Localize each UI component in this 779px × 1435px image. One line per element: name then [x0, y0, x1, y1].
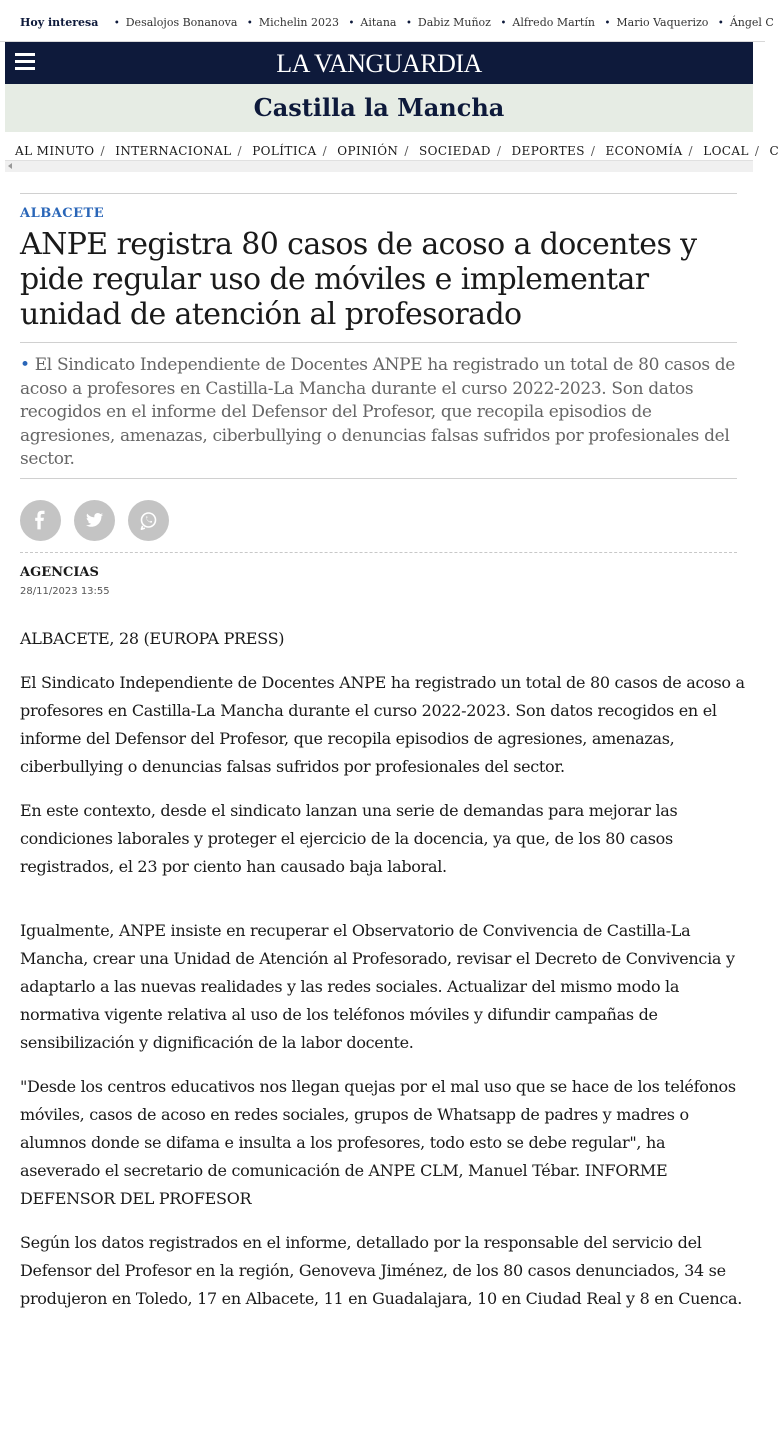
trending-link[interactable]: Ángel C	[729, 16, 774, 29]
whatsapp-icon	[128, 500, 169, 541]
nav-item-deportes[interactable]: DEPORTES	[511, 144, 585, 158]
facebook-share-button[interactable]	[20, 500, 61, 541]
share-buttons	[20, 500, 177, 541]
article-lead	[20, 354, 737, 472]
twitter-share-button[interactable]	[74, 500, 115, 541]
divider	[20, 478, 737, 479]
nav-item-al-minuto[interactable]: AL MINUTO	[15, 144, 95, 158]
edition-title[interactable]: Castilla la Mancha	[253, 93, 505, 122]
nav-item-opinion[interactable]: OPINIÓN	[337, 144, 399, 158]
article-body	[20, 625, 750, 1329]
divider	[20, 193, 737, 194]
twitter-icon	[74, 500, 115, 541]
trending-link[interactable]: Dabiz Muñoz	[417, 16, 491, 29]
masthead	[5, 42, 753, 84]
trending-link[interactable]: Aitana	[360, 16, 397, 29]
trending-link[interactable]: Mario Vaquerizo	[616, 16, 709, 29]
section-nav: AL MINUTO / INTERNACIONAL / POLÍTICA / OPINIÓN / SOCIEDAD / DEPORTES / ECONOMÍA / LOCAL / C	[5, 132, 753, 172]
nav-item-sociedad[interactable]: SOCIEDAD	[419, 144, 491, 158]
article-category[interactable]: ALBACETE	[20, 206, 105, 221]
article-date: 28/11/2023 13:55	[20, 586, 110, 597]
nav-item-internacional[interactable]: INTERNACIONAL	[115, 144, 232, 158]
lead-text: El Sindicato Independiente de Docentes ANPE ha registrado un total de 80 casos de acoso a profesores en Castilla-La Mancha durante el curso 2022-2023. Son datos recogidos en el informe del Defensor del Profesor, que recopila episodios de agresiones, amenazas, ciberbullying o denuncias falsas sufridos por profesionales del sector.	[20, 355, 735, 469]
article-paragraph: ALBACETE, 28 (EUROPA PRESS)	[20, 629, 285, 648]
article-paragraph: Igualmente, ANPE insiste en recuperar el Observatorio de Convivencia de Castilla-La Mancha, crear una Unidad de Atención al Profesorado, revisar el Decreto de Convivencia y adaptarlo a las nuevas realidades y las redes sociales. Actualizar del mismo modo la normativa vigente relativa al uso de los teléfonos móviles y difundir campañas de sensibilización y dignificación de la labor docente.	[20, 921, 735, 1052]
divider	[20, 342, 737, 343]
whatsapp-share-button[interactable]	[128, 500, 169, 541]
article-author[interactable]: AGENCIAS	[20, 565, 99, 580]
trending-bar	[0, 0, 774, 42]
article-paragraph: El Sindicato Independiente de Docentes ANPE ha registrado un total de 80 casos de acoso a profesores en Castilla-La Mancha durante el curso 2022-2023. Son datos recogidos en el informe del Defensor del Profesor, que recopila episodios de agresiones, amenazas, ciberbullying o denuncias falsas sufridos por profesionales del sector.	[20, 673, 745, 776]
lead-bullet: •	[20, 355, 30, 375]
trending-link[interactable]: Desalojos Bonanova	[125, 16, 238, 29]
nav-item-local[interactable]: LOCAL	[703, 144, 749, 158]
trending-link[interactable]: Michelin 2023	[258, 16, 339, 29]
article-paragraph: Según los datos registrados en el informe, detallado por la responsable del servicio del Defensor del Profesor en la región, Genoveva Jiménez, de los 80 casos denunciados, 34 se produjeron en Toledo, 17 en Albacete, 11 en Guadalajara, 10 en Ciudad Real y 8 en Cuenca.	[20, 1233, 743, 1308]
scroll-left-icon[interactable]	[8, 163, 12, 169]
horizontal-scrollbar[interactable]	[5, 160, 753, 172]
nav-item-more[interactable]: C	[769, 144, 779, 158]
trending-label: Hoy interesa	[20, 16, 99, 29]
trending-link[interactable]: Alfredo Martín	[512, 16, 595, 29]
nav-item-politica[interactable]: POLÍTICA	[252, 144, 317, 158]
divider	[20, 552, 737, 553]
article-paragraph: En este contexto, desde el sindicato lanzan una serie de demandas para mejorar las condiciones laborales y proteger el ejercicio de la docencia, ya que, de los 80 casos registrados, el 23 por ciento han causado baja laboral.	[20, 801, 678, 876]
facebook-icon	[20, 500, 61, 541]
nav-item-economia[interactable]: ECONOMÍA	[605, 144, 683, 158]
site-logo[interactable]: LA VANGUARDIA	[276, 49, 482, 78]
article-paragraph: "Desde los centros educativos nos llegan quejas por el mal uso que se hace de los teléfonos móviles, casos de acoso en redes sociales, grupos de Whatsapp de padres y madres o alumnos donde se difama e insulta a los profesores, todo esto se debe regular", ha aseverado el secretario de comunicación de ANPE CLM, Manuel Tébar. INFORME DEFENSOR DEL PROFESOR	[20, 1077, 736, 1208]
article-headline: ANPE registra 80 casos de acoso a docentes y pide regular uso de móviles e implementar unidad de atención al profesorado	[20, 227, 697, 332]
edition-band	[5, 84, 753, 132]
trending-list: Hoy interesa • Desalojos Bonanova • Michelin 2023 • Aitana • Dabiz Muñoz • Alfredo Martín • Mario Vaquerizo • Ángel C	[20, 16, 774, 29]
